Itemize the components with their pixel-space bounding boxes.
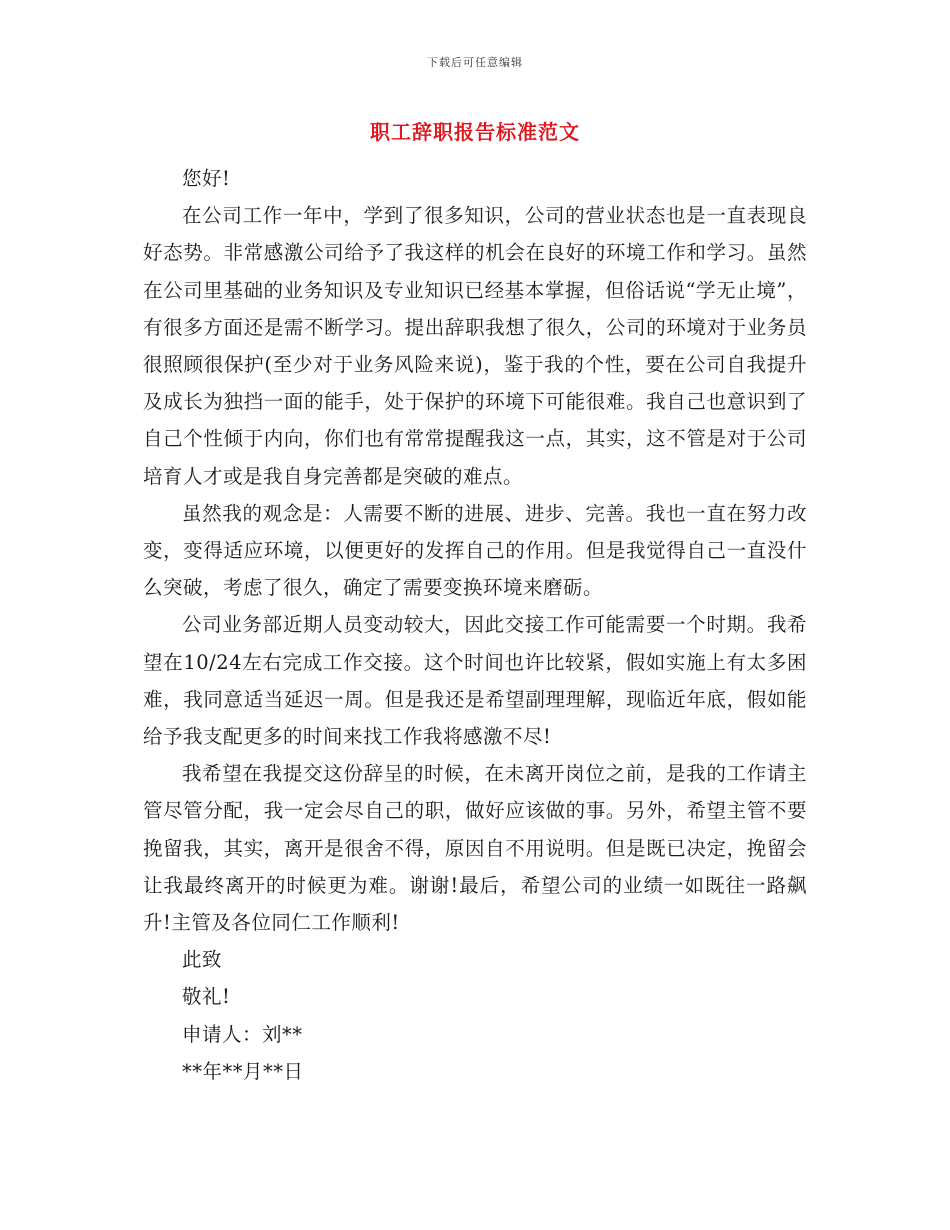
closing-line: 此致: [182, 948, 223, 972]
letter-body: [143, 160, 807, 1090]
salute-line: 敬礼!: [182, 985, 231, 1009]
date-line: **年**月**日: [182, 1059, 304, 1083]
body-paragraph-2: 虽然我的观念是：人需要不断的进展、进步、完善。我也一直在努力改变，变得适应环境，以便更好的发挥自己的作用。但是我觉得自己一直没什么突破，考虑了很久，确定了需要变换环境来磨砺。: [143, 501, 807, 600]
body-paragraph-3: 公司业务部近期人员变动较大，因此交接工作可能需要一个时期。我希望在10/24左右完成工作交接。这个时间也许比较紧，假如实施上有太多困难，我同意适当延迟一周。但是我还是希望副理理解，现临近年底，假如能给予我支配更多的时间来找工作我将感激不尽!: [143, 613, 807, 749]
document-title: 职工辞职报告标准范文: [370, 120, 580, 144]
body-paragraph-1: 在公司工作一年中，学到了很多知识，公司的营业状态也是一直表现良好态势。非常感激公司给予了我这样的机会在良好的环境工作和学习。虽然在公司里基础的业务知识及专业知识已经基本掌握，但俗话说“学无止境”，有很多方面还是需不断学习。提出辞职我想了很久，公司的环境对于业务员很照顾很保护(至少对于业务风险来说)，鉴于我的个性，要在公司自我提升及成长为独挡一面的能手，处于保护的环境下可能很难。我自己也意识到了自己个性倾于内向，你们也有常常提醒我这一点，其实，这不管是对于公司培育人才或是我自身完善都是突破的难点。: [143, 204, 807, 488]
body-paragraph-4: 我希望在我提交这份辞呈的时候，在未离开岗位之前，是我的工作请主管尽管分配，我一定会尽自己的职，做好应该做的事。另外，希望主管不要挽留我，其实，离开是很舍不得，原因自不用说明。但是既已决定，挽留会让我最终离开的时候更为难。谢谢!最后，希望公司的业绩一如既往一路飙升!主管及各位同仁工作顺利!: [143, 762, 807, 935]
header-note: 下载后可任意编辑: [427, 56, 523, 69]
greeting: 您好!: [182, 167, 231, 190]
applicant-line: 申请人：刘**: [182, 1022, 303, 1046]
